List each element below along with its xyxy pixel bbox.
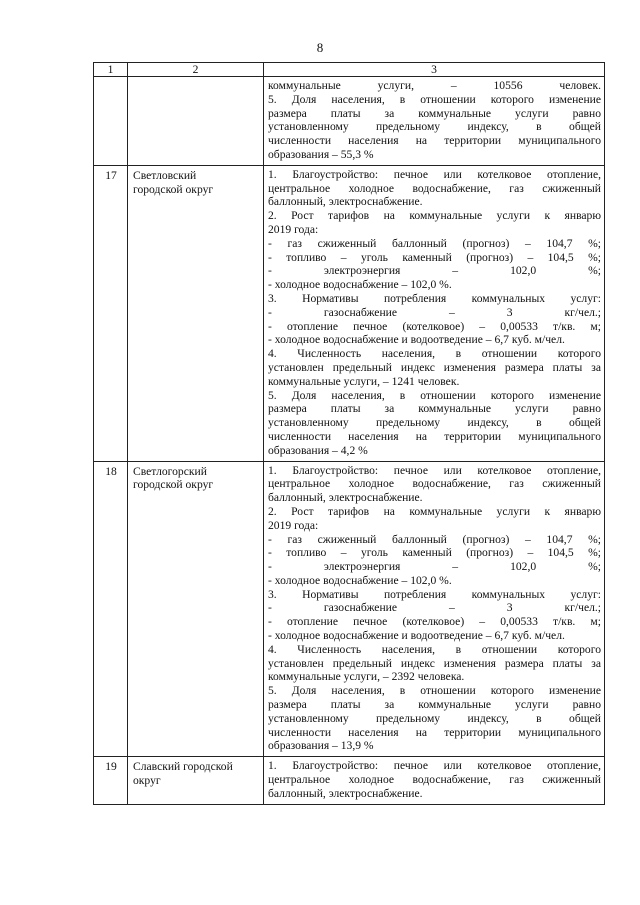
content-line: баллонный, электроснабжение. [268,195,423,209]
content-line: 3. Нормативы потребления коммунальных услуг: [268,587,601,601]
table-header-row [94,63,605,77]
municipality-name-line: городской округ [133,478,214,492]
content-line: - газоснабжение – 3 кг/чел.; [268,305,601,319]
content-line: образования – 4,2 % [268,443,368,457]
content-line: размера платы за коммунальные услуги равно [268,106,601,120]
content-line: 4. Численность населения, в отношении которого [268,347,601,361]
continuation-row [94,77,605,166]
content-line: - топливо – уголь каменный (прогноз) – 104,5 %; [268,546,601,560]
content-line: коммунальные услуги, – 10556 человек. [268,79,601,92]
content-line: установленному предельному индексу, в общей [268,711,601,725]
content-line: - газоснабжение – 3 кг/чел.; [268,601,601,615]
content-line: - холодное водоснабжение – 102,0 %. [268,573,452,587]
column-header-3: 3 [264,63,605,77]
content-line: 2. Рост тарифов на коммунальные услуги к январю [268,209,601,223]
content-line: 2. Рост тарифов на коммунальные услуги к январю [268,504,601,518]
content-line: - холодное водоснабжение и водоотведение – 6,7 куб. м/чел. [268,629,565,643]
content-line: центральное холодное водоснабжение, газ сжиженный [268,773,601,787]
content-line: установлен предельный индекс изменения размера платы за [268,656,601,670]
row-content [264,461,605,757]
column-header-1: 1 [94,63,128,77]
content-line: 2019 года: [268,518,319,532]
content-line: установленному предельному индексу, в общей [268,416,601,430]
column-header-2: 2 [128,63,264,77]
content-line: установлен предельный индекс изменения размера платы за [268,360,601,374]
content-line: баллонный, электроснабжение. [268,491,423,505]
content-line: численности населения на территории муниципального [268,429,601,443]
content-line: - газ сжиженный баллонный (прогноз) – 104,7 %; [268,532,601,546]
municipality-name [128,461,264,757]
page-number: 8 [316,40,324,55]
municipality-name-line: округ [133,774,161,788]
municipality-name [128,77,264,166]
municipality-name-line: Славский городской [133,760,233,774]
content-line: 1. Благоустройство: печное или котелковое отопление, [268,463,601,477]
content-line: 5. Доля населения, в отношении которого изменение [268,388,601,402]
content-line: - электроэнергия – 102,0 %; [268,560,601,574]
row-number: 18 [94,461,128,757]
content-line: образования – 13,9 % [268,739,374,753]
content-line: центральное холодное водоснабжение, газ сжиженный [268,181,601,195]
table-row [94,757,605,804]
table-row [94,461,605,757]
content-line: 5. Доля населения, в отношении которого изменение [268,92,601,106]
content-line: 1. Благоустройство: печное или котелковое отопление, [268,167,601,181]
content-line: - газ сжиженный баллонный (прогноз) – 104,7 %; [268,236,601,250]
content-line: баллонный, электроснабжение. [268,786,423,800]
municipality-name [128,165,264,461]
row-number [94,77,128,166]
content-line: коммунальные услуги, – 1241 человек. [268,374,460,388]
row-number: 17 [94,165,128,461]
row-content [264,757,605,804]
content-line: размера платы за коммунальные услуги равно [268,698,601,712]
content-line: - холодное водоснабжение – 102,0 %. [268,278,452,292]
content-line: - топливо – уголь каменный (прогноз) – 104,5 %; [268,250,601,264]
content-line: коммунальные услуги, – 2392 человека. [268,670,465,684]
row-number: 19 [94,757,128,804]
content-line: установленному предельному индексу, в общей [268,120,601,134]
content-line: 1. Благоустройство: печное или котелковое отопление, [268,759,601,773]
content-line: - отопление печное (котелковое) – 0,00533 т/кв. м; [268,319,601,333]
row-content [264,165,605,461]
content-line: центральное холодное водоснабжение, газ сжиженный [268,477,601,491]
content-line: - отопление печное (котелковое) – 0,00533 т/кв. м; [268,615,601,629]
content-line: 3. Нормативы потребления коммунальных услуг: [268,291,601,305]
municipality-name [128,757,264,804]
content-line: 2019 года: [268,222,319,236]
content-line: - электроэнергия – 102,0 %; [268,264,601,278]
municipal-data-table [93,62,605,805]
municipality-name-line: Светлогорский [133,464,207,478]
content-line: - холодное водоснабжение и водоотведение – 6,7 куб. м/чел. [268,333,565,347]
content-line: образования – 55,3 % [268,147,374,161]
content-line: 4. Численность населения, в отношении которого [268,642,601,656]
row-content [264,77,605,166]
content-line: размера платы за коммунальные услуги равно [268,402,601,416]
content-line: численности населения на территории муниципального [268,134,601,148]
table-row [94,165,605,461]
municipality-name-line: городской округ [133,182,214,196]
municipality-name-line: Светловский [133,168,197,182]
content-line: 5. Доля населения, в отношении которого изменение [268,684,601,698]
content-line: численности населения на территории муниципального [268,725,601,739]
